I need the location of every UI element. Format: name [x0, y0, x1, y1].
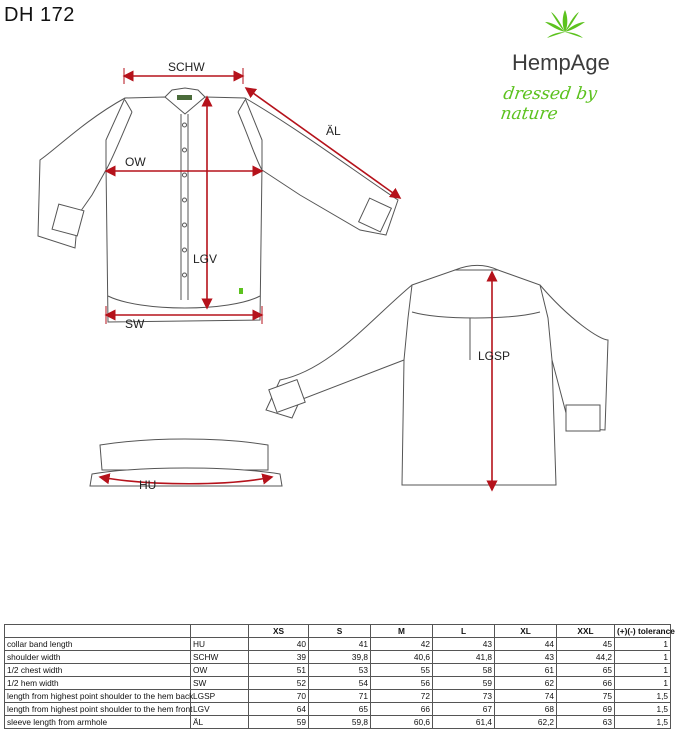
measurement-code: HU [191, 638, 249, 651]
size-table-header-row [5, 625, 671, 638]
size-value: 69 [557, 703, 615, 716]
table-row [5, 638, 671, 651]
size-value: 72 [371, 690, 433, 703]
shirt-front-drawing [38, 88, 398, 322]
measurement-label: collar band length [5, 638, 191, 651]
size-value: 65 [309, 703, 371, 716]
size-value: 51 [249, 664, 309, 677]
tolerance-value: 1,5 [615, 690, 671, 703]
size-value: 63 [557, 716, 615, 729]
tolerance-value: 1,5 [615, 703, 671, 716]
size-value: 60,6 [371, 716, 433, 729]
size-value: 41 [309, 638, 371, 651]
label-schw: SCHW [168, 60, 205, 74]
size-value: 61,4 [433, 716, 495, 729]
measurement-label: shoulder width [5, 651, 191, 664]
size-value: 42 [371, 638, 433, 651]
size-value: 59,8 [309, 716, 371, 729]
size-table-header-cell: XL [495, 625, 557, 638]
size-value: 67 [433, 703, 495, 716]
measurement-code: LGV [191, 703, 249, 716]
size-value: 61 [495, 664, 557, 677]
size-value: 55 [371, 664, 433, 677]
size-value: 58 [433, 664, 495, 677]
measurement-code: ÄL [191, 716, 249, 729]
measurement-label: sleeve length from armhole [5, 716, 191, 729]
size-value: 68 [495, 703, 557, 716]
size-value: 53 [309, 664, 371, 677]
size-table-header-cell: XS [249, 625, 309, 638]
size-value: 66 [371, 703, 433, 716]
brand-name: HempAge [512, 50, 610, 75]
size-value: 59 [433, 677, 495, 690]
table-row [5, 703, 671, 716]
size-value: 73 [433, 690, 495, 703]
size-value: 40 [249, 638, 309, 651]
label-lgv: LGV [193, 252, 218, 266]
size-value: 43 [433, 638, 495, 651]
tolerance-value: 1 [615, 664, 671, 677]
size-value: 41,8 [433, 651, 495, 664]
size-table [4, 624, 675, 729]
label-ow: OW [125, 155, 146, 169]
measurement-label: 1/2 hem width [5, 677, 191, 690]
size-value: 66 [557, 677, 615, 690]
measurement-code: LGSP [191, 690, 249, 703]
size-table-header-cell: XXL [557, 625, 615, 638]
tolerance-value: 1,5 [615, 716, 671, 729]
size-table-header-cell: L [433, 625, 495, 638]
measurement-label: length from highest point shoulder to the hem front [5, 703, 191, 716]
shirt-back-drawing [266, 266, 608, 486]
size-value: 40,6 [371, 651, 433, 664]
collar-band-drawing [90, 439, 282, 486]
tolerance-value: 1 [615, 651, 671, 664]
tolerance-value: 1 [615, 638, 671, 651]
document-title: DH 172 [4, 4, 75, 26]
size-value: 59 [249, 716, 309, 729]
size-value: 74 [495, 690, 557, 703]
size-table-header-cell: M [371, 625, 433, 638]
size-value: 43 [495, 651, 557, 664]
label-sw: SW [125, 317, 145, 331]
size-value: 56 [371, 677, 433, 690]
label-al: ÄL [326, 124, 341, 138]
size-value: 54 [309, 677, 371, 690]
table-row [5, 664, 671, 677]
size-value: 52 [249, 677, 309, 690]
label-lgsp: LGSP [478, 349, 511, 363]
size-value: 44,2 [557, 651, 615, 664]
table-row [5, 677, 671, 690]
table-row [5, 651, 671, 664]
size-value: 45 [557, 638, 615, 651]
size-value: 44 [495, 638, 557, 651]
size-value: 71 [309, 690, 371, 703]
size-value: 62,2 [495, 716, 557, 729]
size-value: 75 [557, 690, 615, 703]
size-value: 64 [249, 703, 309, 716]
size-value: 70 [249, 690, 309, 703]
tolerance-value: 1 [615, 677, 671, 690]
size-table-header-cell [5, 625, 191, 638]
size-value: 39 [249, 651, 309, 664]
table-row [5, 716, 671, 729]
size-value: 62 [495, 677, 557, 690]
brand-tagline: dressed by nature [499, 84, 599, 124]
size-table-header-cell: (+)(-) tolerance [615, 625, 671, 638]
hemp-leaf-icon [545, 10, 585, 38]
table-row [5, 690, 671, 703]
measurement-code: SW [191, 677, 249, 690]
measurement-label: length from highest point shoulder to the hem back [5, 690, 191, 703]
size-value: 39,8 [309, 651, 371, 664]
measurement-code: OW [191, 664, 249, 677]
size-table-header-cell: S [309, 625, 371, 638]
size-table-header-cell [191, 625, 249, 638]
size-value: 65 [557, 664, 615, 677]
label-hu: HU [139, 478, 157, 492]
measurement-code: SCHW [191, 651, 249, 664]
measurement-label: 1/2 chest width [5, 664, 191, 677]
